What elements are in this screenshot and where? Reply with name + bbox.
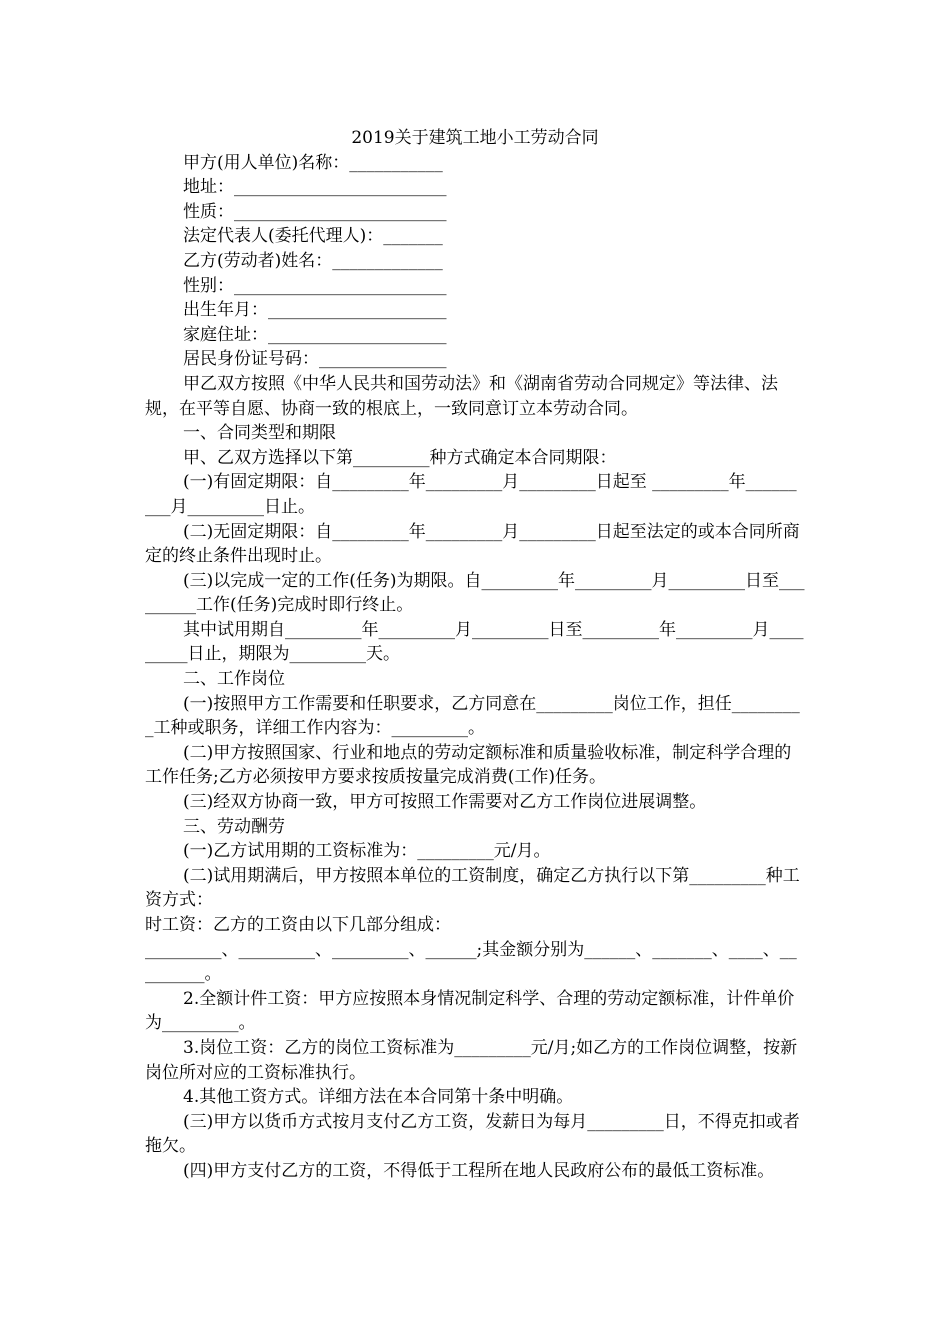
paragraph: (一)按照甲方工作需要和任职要求，乙方同意在_________岗位工作，担任_________工种或职务，详细工作内容为：_________。 <box>145 693 800 739</box>
paragraph: 乙方(劳动者)姓名：_____________ <box>183 250 443 271</box>
paragraph: 地址：_________________________ <box>183 177 447 198</box>
paragraph: _________、_________、_________、______;其金额分别为______、_______、____、_________。 <box>145 939 797 985</box>
paragraph: 4.其他工资方式。详细方法在本合同第十条中明确。 <box>183 1087 574 1108</box>
paragraph: (三)经双方协商一致，甲方可按照工作需要对乙方工作岗位进展调整。 <box>183 792 707 813</box>
paragraph: (二)甲方按照国家、行业和地点的劳动定额标准和质量验收标准，制定科学合理的工作任务;乙方必须按甲方要求按质按量完成消费(工作)任务。 <box>145 742 792 788</box>
paragraph: 甲方(用人单位)名称：___________ <box>183 152 443 173</box>
paragraph: 3.岗位工资：乙方的岗位工资标准为_________元/月;如乙方的工作岗位调整，按新岗位所对应的工资标准执行。 <box>145 1037 798 1083</box>
paragraph: 一、合同类型和期限 <box>183 423 336 444</box>
paragraph: 甲、乙双方选择以下第_________种方式确定本合同期限： <box>183 447 617 468</box>
paragraph: 出生年月：_____________________ <box>183 300 447 321</box>
paragraph: (三)甲方以货币方式按月支付乙方工资，发薪日为每月_________日，不得克扣或者拖欠。 <box>145 1111 800 1157</box>
paragraph: 性别：_________________________ <box>183 275 447 296</box>
paragraph: 时工资：乙方的工资由以下几部分组成： <box>145 915 451 935</box>
paragraph: 甲乙双方按照《中华人民共和国劳动法》和《湖南省劳动合同规定》等法律、法规，在平等自愿、协商一致的根底上，一致同意订立本劳动合同。 <box>145 373 778 419</box>
paragraph: 二、工作岗位 <box>183 669 285 690</box>
paragraph-list <box>145 151 805 1184</box>
paragraph: (三)以完成一定的工作(任务)为期限。自_________年_________月_________日至_________工作(任务)完成时即行终止。 <box>145 570 805 616</box>
document-title: 2019关于建筑工地小工劳动合同 <box>351 128 599 148</box>
paragraph: (二)无固定期限：自_________年_________月_________日起至法定的或本合同所商定的终止条件出现时止。 <box>145 521 800 567</box>
paragraph: (一)有固定期限：自_________年_________月_________日起至 _________年_________月_________日止。 <box>145 472 797 517</box>
paragraph: 三、劳动酬劳 <box>183 816 285 837</box>
paragraph: (一)乙方试用期的工资标准为：_________元/月。 <box>183 841 551 862</box>
paragraph: 其中试用期自_________年_________月_________日至_________年_________月_________日止，期限为_________天。 <box>145 619 804 665</box>
document-body <box>145 126 805 1184</box>
paragraph: 法定代表人(委托代理人)：_______ <box>183 226 443 247</box>
paragraph: 2.全额计件工资：甲方应按照本身情况制定科学、合理的劳动定额标准，计件单价为_________。 <box>145 988 795 1034</box>
paragraph: (二)试用期满后，甲方按照本单位的工资制度，确定乙方执行以下第_________种工资方式： <box>145 865 800 911</box>
paragraph: 居民身份证号码：_______________ <box>183 349 447 370</box>
paragraph: 家庭住址：_____________________ <box>183 324 447 345</box>
paragraph: 性质：_________________________ <box>183 201 447 222</box>
paragraph: (四)甲方支付乙方的工资，不得低于工程所在地人民政府公布的最低工资标准。 <box>183 1160 775 1181</box>
